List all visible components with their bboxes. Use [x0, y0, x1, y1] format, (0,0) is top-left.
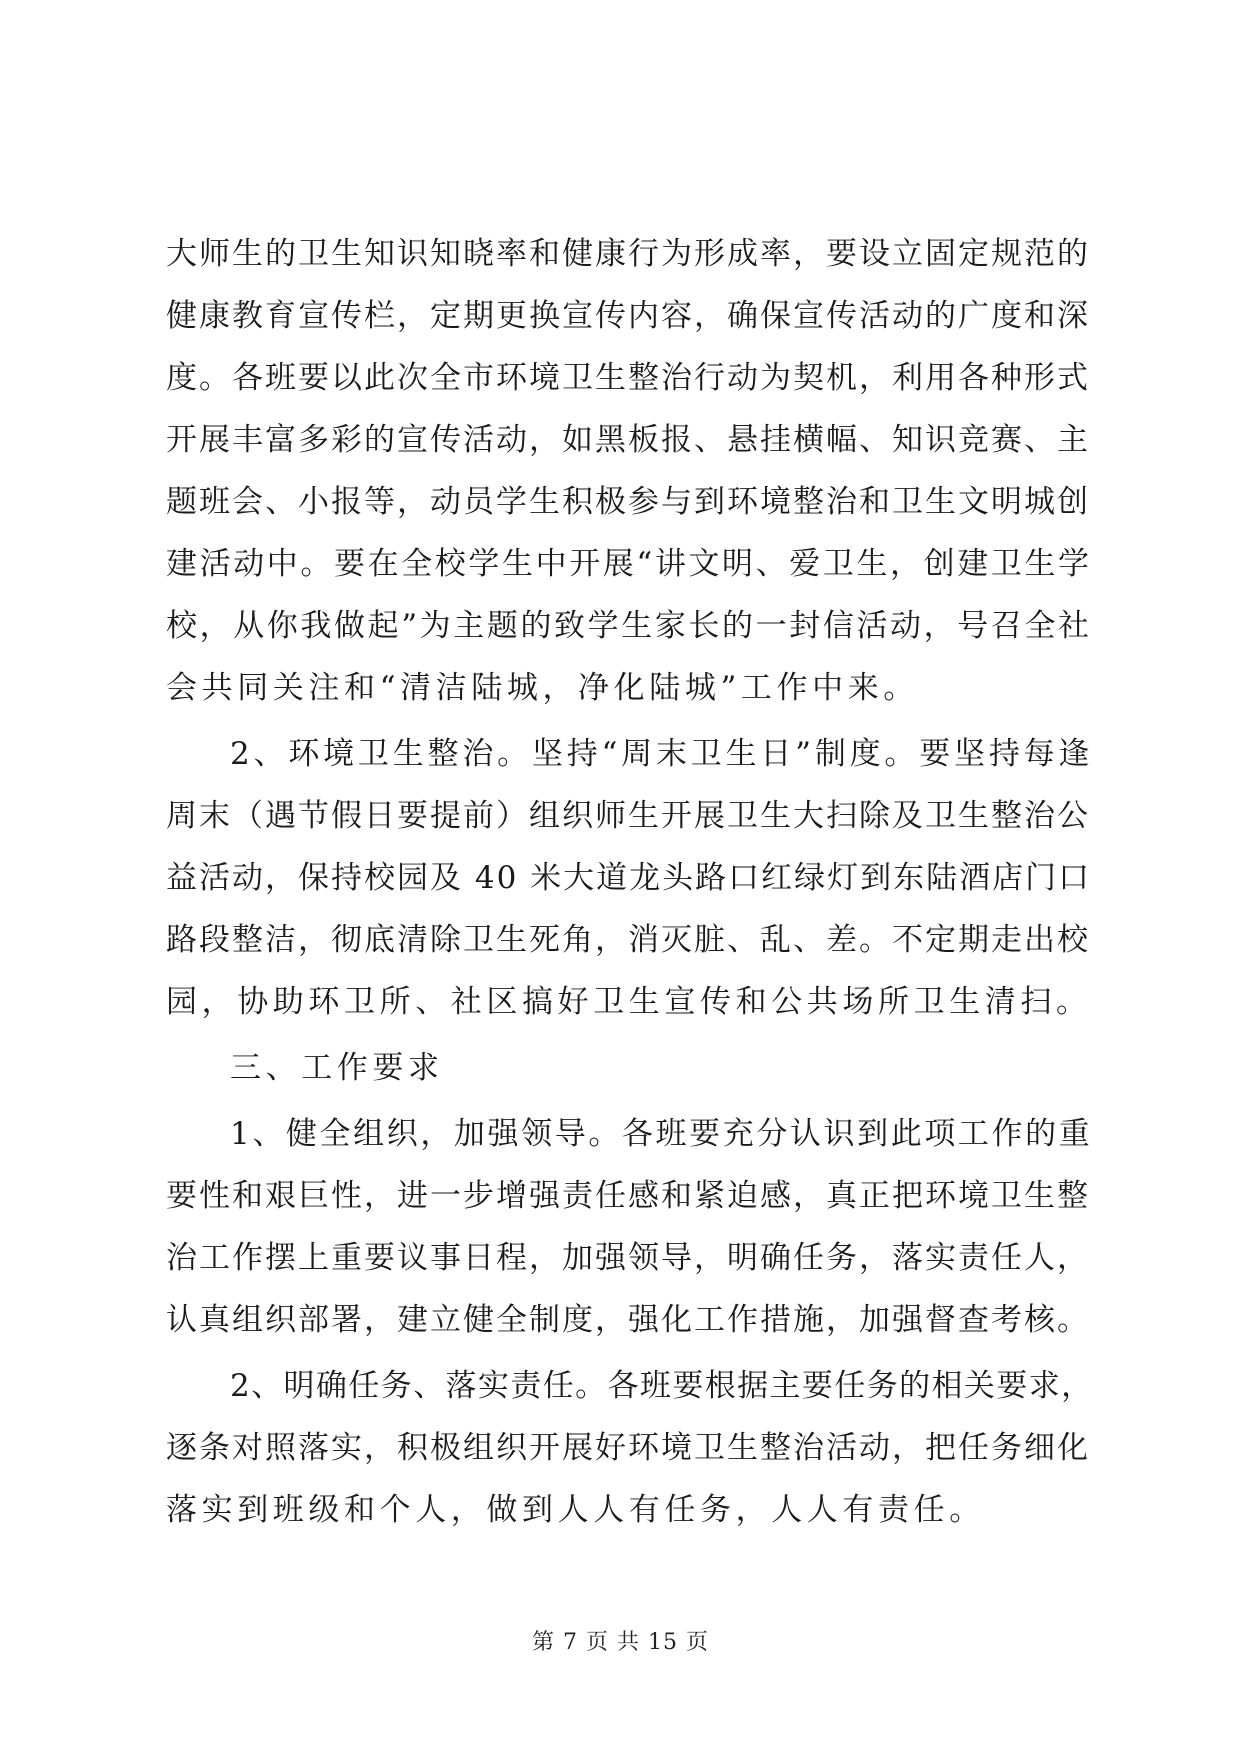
body-text-line: 要性和艰巨性，进一步增强责任感和紧迫感，真正把环境卫生整 [166, 1178, 1090, 1214]
paragraph-first-line: 2、明确任务、落实责任。各班要根据主要任务的相关要求， [230, 1368, 1094, 1404]
body-text-line: 益活动，保持校园及 40 米大道龙头路口红绿灯到东陆酒店门口 [166, 860, 1092, 896]
body-text-line: 度。各班要以此次全市环境卫生整治行动为契机，利用各种形式 [166, 360, 1090, 396]
body-text-line: 逐条对照落实，积极组织开展好环境卫生整治活动，把任务细化 [166, 1430, 1090, 1466]
paragraph-first-line: 2、环境卫生整治。坚持“周末卫生日”制度。要坚持每逢 [230, 736, 1094, 772]
section-heading: 三、工作要求 [230, 1050, 444, 1086]
body-text-line: 大师生的卫生知识知晓率和健康行为形成率，要设立固定规范的 [166, 236, 1090, 272]
body-text-line: 园，协助环卫所、社区搞好卫生宣传和公共场所卫生清扫。 [166, 984, 1092, 1020]
body-text-line: 落实到班级和个人，做到人人有任务，人人有责任。 [166, 1492, 985, 1528]
body-text-line: 治工作摆上重要议事日程，加强领导，明确任务，落实责任人， [166, 1240, 1090, 1276]
body-text-line: 周末（遇节假日要提前）组织师生开展卫生大扫除及卫生整治公 [166, 798, 1090, 834]
body-text-line: 认真组织部署，建立健全制度，强化工作措施，加强督查考核。 [166, 1302, 1090, 1338]
body-text-line: 建活动中。要在全校学生中开展“讲文明、爱卫生，创建卫生学 [166, 546, 1092, 582]
body-text-line: 校，从你我做起”为主题的致学生家长的一封信活动，号召全社 [166, 608, 1092, 644]
body-text-line: 会共同关注和“清洁陆城，净化陆城”工作中来。 [166, 670, 919, 706]
page-number-footer: 第 7 页 共 15 页 [532, 1630, 709, 1655]
body-text-line: 题班会、小报等，动员学生积极参与到环境整治和卫生文明城创 [166, 484, 1090, 520]
body-text-line: 健康教育宣传栏，定期更换宣传内容，确保宣传活动的广度和深 [166, 298, 1090, 334]
body-text-line: 路段整洁，彻底清除卫生死角，消灭脏、乱、差。不定期走出校 [166, 922, 1090, 958]
paragraph-first-line: 1、健全组织，加强领导。各班要充分认识到此项工作的重 [230, 1116, 1093, 1152]
body-text-line: 开展丰富多彩的宣传活动，如黑板报、悬挂横幅、知识竞赛、主 [166, 422, 1090, 458]
